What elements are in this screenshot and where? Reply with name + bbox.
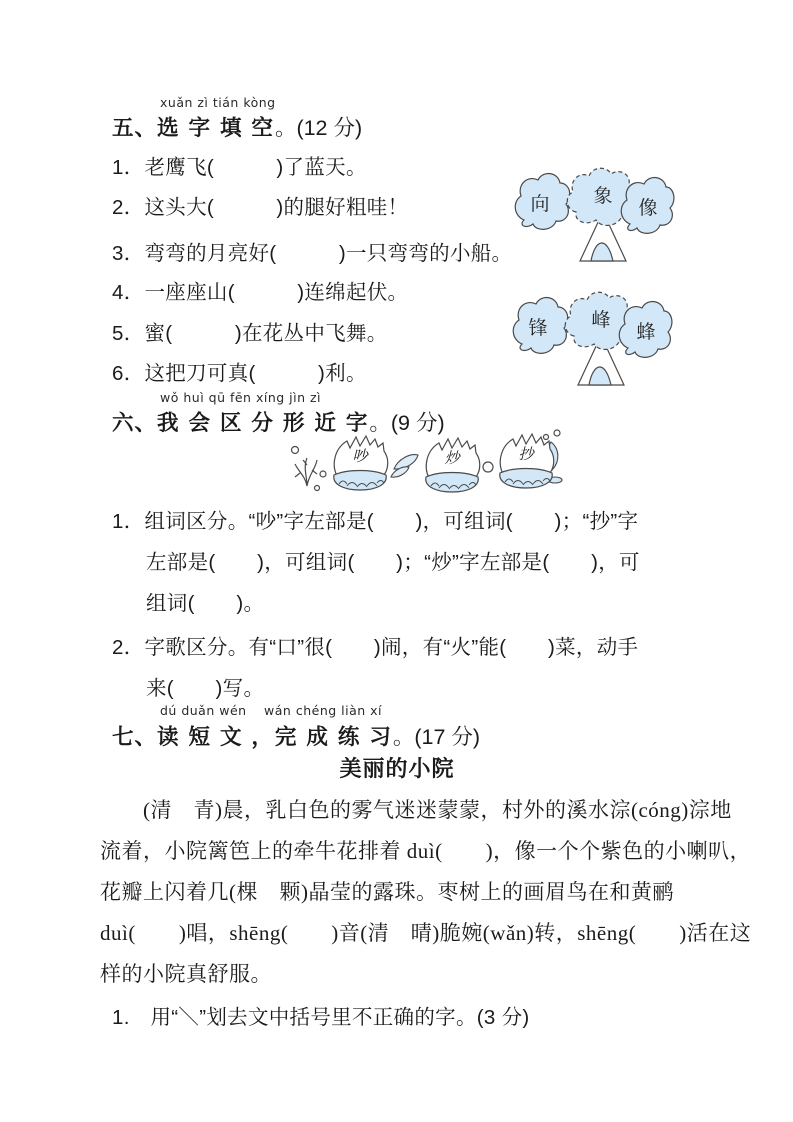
s6-item1-line1: 1．组词区分。“吵”字左部是( )，可组词( )；“抄”字 xyxy=(112,510,639,533)
section6-number: 六、 xyxy=(112,411,158,435)
clam-char-2: 炒 xyxy=(444,451,460,467)
cloud2-right-char: 蜂 xyxy=(636,322,656,343)
section7-number: 七、 xyxy=(112,725,158,749)
cloud-group-2 xyxy=(506,290,674,388)
bubble-icon xyxy=(292,447,299,454)
section7-title: 读 短 文 ，完 成 练 习 xyxy=(157,725,393,749)
cloud-group-1 xyxy=(508,166,676,264)
section6-score: 。(9 分) xyxy=(369,411,445,435)
cloud1-right-char: 像 xyxy=(638,198,658,219)
s6-item2-line1: 2．字歌区分。有“口”很( )闹，有“火”能( )菜，动手 xyxy=(112,636,639,659)
section7-title-line xyxy=(112,720,480,751)
bubble-icon xyxy=(483,462,493,472)
clam-char-1: 吵 xyxy=(352,449,368,465)
section5-number: 五、 xyxy=(112,116,158,140)
section5-pinyin: xuǎn zì tián kòng xyxy=(160,95,276,110)
s6-item1-line2: 左部是( )，可组词( )；“炒”字左部是( )，可 xyxy=(146,551,640,574)
section7-heading xyxy=(112,701,480,751)
s6-item1-line3: 组词( )。 xyxy=(146,592,265,615)
passage-title: 美丽的小院 xyxy=(339,756,455,781)
s6-item2-line2: 来( )写。 xyxy=(146,677,265,700)
clam-row-illustration xyxy=(283,428,583,494)
passage-line-3: 花瓣上闪着几(棵 颗)晶莹的露珠。枣树上的画眉鸟在和黄鹂 xyxy=(100,880,674,904)
s5-item-4: 4．一座座山( )连绵起伏。 xyxy=(112,281,409,304)
s7-question-1: 1. 用“＼”划去文中括号里不正确的字。(3 分) xyxy=(112,1006,530,1029)
coral-icon xyxy=(295,458,317,486)
cloud2-center-char: 峰 xyxy=(591,310,611,331)
section6-title: 我 会 区 分 形 近 字 xyxy=(157,411,370,435)
s5-item-3: 3．弯弯的月亮好( )一只弯弯的小船。 xyxy=(112,242,513,265)
section5-title: 选 字 填 空 xyxy=(157,116,275,140)
clam-char-3: 抄 xyxy=(518,447,534,463)
passage-line-4: duì( )唱，shēng( )音(清 晴)脆婉(wǎn)转，shēng( )活在这 xyxy=(100,921,752,945)
bubble-icon xyxy=(544,435,549,440)
passage-line-5: 样的小院真舒服。 xyxy=(100,962,272,986)
section6-pinyin: wǒ huì qū fēn xíng jìn zì xyxy=(160,390,322,405)
s5-item-5: 5．蜜( )在花丛中飞舞。 xyxy=(112,322,388,345)
section7-pinyin: dú duǎn wén wán chéng liàn xí xyxy=(160,703,383,718)
s5-item-1: 1．老鹰飞( )了蓝天。 xyxy=(112,156,367,179)
passage-line-2: 流着，小院篱笆上的牵牛花排着 duì( )，像一个个紫色的小喇叭， xyxy=(100,839,752,863)
cloud1-center-char: 象 xyxy=(593,186,613,207)
bubble-icon xyxy=(554,430,560,436)
section5-title-line xyxy=(112,111,362,142)
bubble-icon xyxy=(320,471,326,477)
bubble-icon xyxy=(315,486,320,491)
section7-score: 。(17 分) xyxy=(392,725,481,749)
section5-heading xyxy=(112,95,362,142)
s5-item-2: 2．这头大( )的腿好粗哇！ xyxy=(112,196,409,219)
cloud2-left-char: 锋 xyxy=(528,318,548,339)
s5-item-6: 6．这把刀可真( )利。 xyxy=(112,362,367,385)
cloud1-left-char: 向 xyxy=(530,194,550,215)
section5-score: 。(12 分) xyxy=(274,116,363,140)
passage-line-1: (清 青)晨，乳白色的雾气迷迷蒙蒙，村外的溪水淙(cóng)淙地 xyxy=(100,798,732,822)
